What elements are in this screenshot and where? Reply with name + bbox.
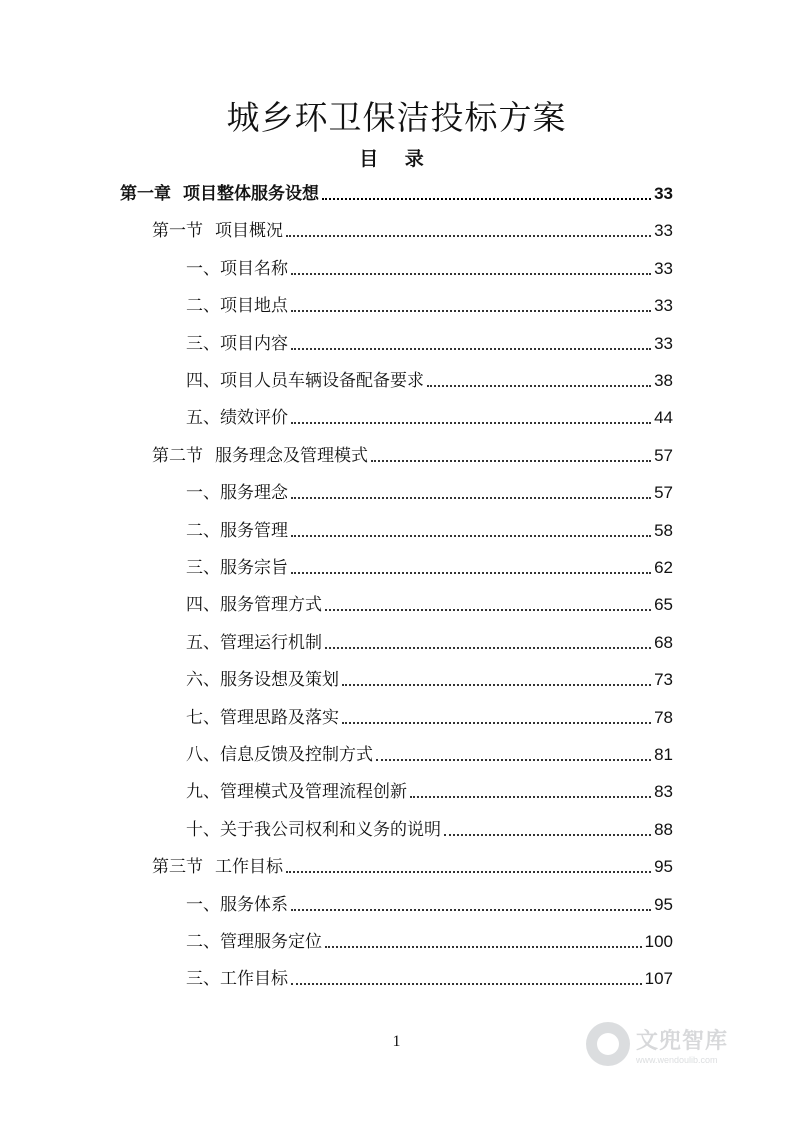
toc-leader-dots: [291, 272, 651, 275]
toc-entry-label: 二、: [186, 296, 220, 317]
toc-entry-title: 服务管理方式: [220, 595, 322, 616]
toc-entry-label: 八、: [186, 745, 220, 765]
document-title: 城乡环卫保洁投标方案: [226, 98, 567, 137]
toc-entry-title: 服务管理: [220, 520, 288, 541]
toc-entry-title: 项目地点: [220, 296, 288, 317]
toc-entry[interactable]: [186, 923, 673, 953]
toc-entry-label: 七、: [186, 707, 220, 728]
toc-entry[interactable]: [152, 437, 673, 467]
toc-entry-page: 73: [654, 670, 673, 690]
toc-entry-page: 38: [654, 371, 673, 390]
toc-entry-title: 管理运行机制: [220, 632, 322, 653]
toc-heading: 目 录: [359, 148, 434, 170]
toc-entry-label: 一、: [186, 894, 220, 915]
toc-leader-dots: [342, 721, 651, 724]
toc-leader-dots: [371, 459, 651, 462]
toc-entry-page: 44: [654, 408, 673, 428]
toc-leader-dots: [342, 683, 651, 686]
toc-entry[interactable]: [152, 848, 673, 878]
toc-entry-page: 78: [654, 707, 673, 727]
toc-entry-page: 33: [654, 296, 673, 316]
toc-entry-page: 33: [654, 258, 673, 278]
toc-entry-page: 33: [654, 184, 673, 203]
toc-entry-label: 三、: [186, 558, 220, 578]
toc-entry-title: 工作目标: [215, 857, 283, 878]
toc-leader-dots: [291, 908, 651, 911]
toc-leader-dots: [291, 496, 651, 499]
toc-leader-dots: [291, 309, 651, 312]
toc-entry-title: 项目人员车辆设备配备要求: [220, 371, 424, 391]
toc-entry-page: 57: [654, 483, 673, 503]
toc-entry-label: 十、: [186, 819, 220, 840]
toc-entry[interactable]: [186, 624, 673, 654]
watermark-text: 文兜智库: [636, 1028, 729, 1054]
toc-leader-dots: [291, 571, 651, 574]
toc-entry[interactable]: [186, 399, 673, 429]
toc-leader-dots: [376, 758, 651, 761]
toc-entry-page: 65: [654, 595, 673, 615]
toc-entry-title: 服务设想及策划: [220, 670, 339, 691]
toc-entry[interactable]: [186, 362, 673, 392]
toc-entry-label: 第二节: [152, 445, 203, 466]
toc-entry[interactable]: [186, 811, 673, 841]
toc-entry[interactable]: [186, 699, 673, 729]
toc-entry-title: 管理模式及管理流程创新: [220, 782, 407, 803]
watermark-logo-icon: [586, 1022, 630, 1066]
toc-leader-dots: [286, 870, 651, 873]
watermark: [586, 1018, 756, 1070]
toc-entry-title: 关于我公司权利和义务的说明: [220, 819, 441, 840]
toc-entry-title: 项目整体服务设想: [183, 184, 319, 204]
toc-entry[interactable]: [186, 960, 673, 990]
toc-entry[interactable]: [186, 549, 673, 579]
toc-entry-page: 33: [654, 333, 673, 353]
toc-entry-title: 项目概况: [215, 221, 283, 242]
watermark-url: www.wendoulib.com: [636, 1054, 718, 1065]
toc-entry-label: 五、: [186, 632, 220, 653]
toc-entry-label: 第三节: [152, 857, 203, 878]
toc-entry-title: 管理服务定位: [220, 932, 322, 952]
toc-entry-label: 二、: [186, 932, 220, 952]
toc-leader-dots: [291, 982, 642, 985]
toc-entry-page: 81: [654, 745, 673, 764]
toc-entry-label: 三、: [186, 969, 220, 990]
toc-leader-dots: [427, 384, 651, 387]
toc-entry-title: 管理思路及落实: [220, 707, 339, 728]
toc-entry-label: 第一节: [152, 221, 203, 242]
toc-entry-page: 68: [654, 632, 673, 652]
toc-entry-title: 工作目标: [220, 969, 288, 990]
toc-entry[interactable]: [186, 773, 673, 803]
toc-entry-page: 57: [654, 445, 673, 465]
toc-entry[interactable]: [186, 736, 673, 766]
toc-entry[interactable]: [152, 212, 673, 242]
toc-entry-label: 五、: [186, 408, 220, 429]
toc-leader-dots: [325, 646, 651, 649]
toc-entry-title: 绩效评价: [220, 408, 288, 429]
toc-entry-title: 项目名称: [220, 258, 288, 279]
toc-entry[interactable]: [186, 512, 673, 542]
toc-entry-page: 100: [644, 932, 673, 951]
toc-leader-dots: [325, 945, 642, 948]
toc-leader-dots: [410, 795, 651, 798]
toc-entry-page: 33: [654, 221, 673, 241]
toc-entry-title: 服务宗旨: [220, 558, 288, 578]
toc-leader-dots: [444, 833, 651, 836]
toc-entry[interactable]: [186, 250, 673, 280]
toc-entry-title: 服务体系: [220, 894, 288, 915]
toc-entry-page: 95: [654, 894, 673, 914]
toc-entry-label: 一、: [186, 258, 220, 279]
toc-entry-label: 四、: [186, 371, 220, 391]
toc-entry-label: 六、: [186, 670, 220, 691]
toc-entry-page: 88: [654, 819, 673, 839]
toc-entry-title: 信息反馈及控制方式: [220, 745, 373, 765]
toc-entry[interactable]: [186, 886, 673, 916]
page-number: 1: [392, 1033, 401, 1050]
toc-entry[interactable]: [186, 325, 673, 355]
toc-entry[interactable]: [120, 175, 673, 205]
toc-entry[interactable]: [186, 661, 673, 691]
toc-entry-page: 62: [654, 558, 673, 577]
toc-leader-dots: [325, 608, 651, 611]
toc-entry-title: 服务理念及管理模式: [215, 445, 368, 466]
toc-entry-label: 九、: [186, 782, 220, 803]
toc-entry-label: 三、: [186, 333, 220, 354]
toc-entry-label: 第一章: [120, 184, 171, 204]
toc-entry-label: 四、: [186, 595, 220, 616]
toc-entry-label: 一、: [186, 483, 220, 504]
toc-leader-dots: [291, 534, 651, 537]
toc-entry-page: 58: [654, 520, 673, 540]
toc-entry[interactable]: [186, 586, 673, 616]
toc-entry[interactable]: [186, 287, 673, 317]
toc-entry-page: 83: [654, 782, 673, 802]
toc-entry-page: 107: [644, 969, 673, 989]
toc-entry-page: 95: [654, 857, 673, 877]
toc-entry-label: 二、: [186, 520, 220, 541]
toc-leader-dots: [291, 347, 651, 350]
toc-entry-title: 服务理念: [220, 483, 288, 504]
toc-leader-dots: [322, 197, 651, 200]
toc-entry-title: 项目内容: [220, 333, 288, 354]
toc-entry[interactable]: [186, 474, 673, 504]
toc-leader-dots: [286, 234, 651, 237]
toc-leader-dots: [291, 421, 651, 424]
